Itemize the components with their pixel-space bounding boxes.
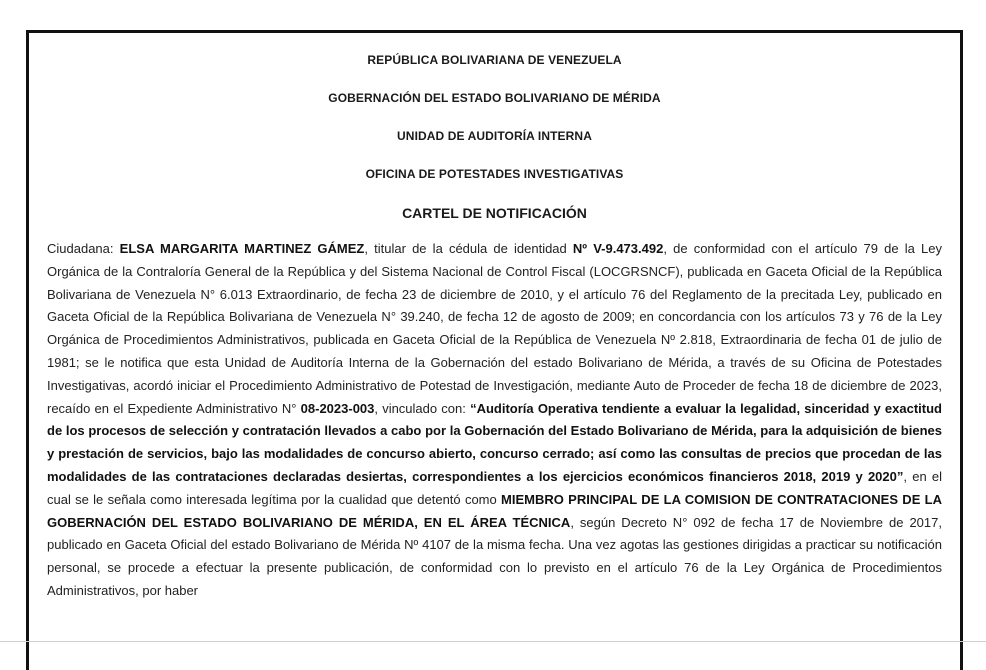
header-office: OFICINA DE POTESTADES INVESTIGATIVAS [365, 167, 624, 181]
body-text: , de conformidad con el artículo 79 de la Ley Orgánica de la Contraloría General de la República y del Sistema Nacional de Control Fiscal (LOCGRSNCF), publicada en Gaceta Oficial de la República Bolivariana de Venezuela N° 6.013 Extraordinario, de fecha 23 de diciembre de 2010, y el artículo 76 del Reglamento de la precitada Ley, publicado en Gaceta Oficial de la República Bolivariana de Venezuela N° 39.240, de fecha 12 de agosto de 2009; en concordancia con los artículos 73 y 76 de la Ley Orgánica de Procedimientos Administrativos, publicada en Gaceta Oficial de la República de Venezuela Nº 2.818, Extraordinaria de fecha 01 de julio de 1981; se le notifica que esta Unidad de Auditoría Interna de la Gobernación del estado Bolivariano de Mérida, a través de su Oficina de Potestades Investigativas, acordó iniciar el Procedimiento Administrativo de Potestad de Investigación, mediante Auto de Proceder de fecha 18 de diciembre de 2023, recaído en el Expediente Administrativo N° [47, 241, 942, 416]
citizen-name: ELSA MARGARITA MARTINEZ GÁMEZ [119, 241, 365, 256]
body-text: , titular de la cédula de identidad [364, 241, 573, 256]
header-audit-unit: UNIDAD DE AUDITORÍA INTERNA [397, 129, 592, 143]
audit-subject: “Auditoría Operativa tendiente a evaluar la legalidad, sinceridad y exactitud de los procesos de selección y contratación llevados a cabo por la Gobernación del Estado Bolivariano de Mérida, para la adquisición de bienes y prestación de servicios, bajo las modalidades de concurso abierto, concurso cerrado; así como las consultas de precios que procedan de las modalidades de las contrataciones declaradas desiertas, correspondientes a los ejercicios económicos financieros 2018, 2019 y 2020” [47, 400, 942, 484]
body-text: , vinculado con: [374, 400, 471, 416]
notification-document [26, 30, 963, 670]
body-text: Ciudadana: [47, 241, 120, 256]
body-text: , según Decreto N° 092 de fecha 17 de Noviembre de 2017, publicado en Gaceta Oficial del estado Bolivariano de Mérida Nº 4107 de la misma fecha. Una vez agotas las gestiones dirigidas a practicar su notificación personal, se procede a efectuar la presente publicación, de conformidad con lo previsto en el artículo 76 de la Ley Orgánica de Procedimientos Administrativos, por haber [47, 514, 942, 598]
document-title: CARTEL DE NOTIFICACIÓN [402, 205, 587, 221]
body-text: , en el cual se le señala como interesada legítima por la cualidad que detentó como [47, 468, 943, 507]
document-body [47, 238, 942, 603]
id-number: Nº V-9.473.492 [572, 241, 664, 256]
header-governorate: GOBERNACIÓN DEL ESTADO BOLIVARIANO DE MÉRIDA [328, 91, 661, 105]
file-number: 08-2023-003 [300, 400, 375, 416]
role-title: MIEMBRO PRINCIPAL DE LA COMISION DE CONTRATACIONES DE LA GOBERNACIÓN DEL ESTADO BOLIVARIANO DE MÉRIDA, EN EL ÁREA TÉCNICA [47, 491, 942, 530]
header-republic: REPÚBLICA BOLIVARIANA DE VENEZUELA [367, 53, 622, 67]
